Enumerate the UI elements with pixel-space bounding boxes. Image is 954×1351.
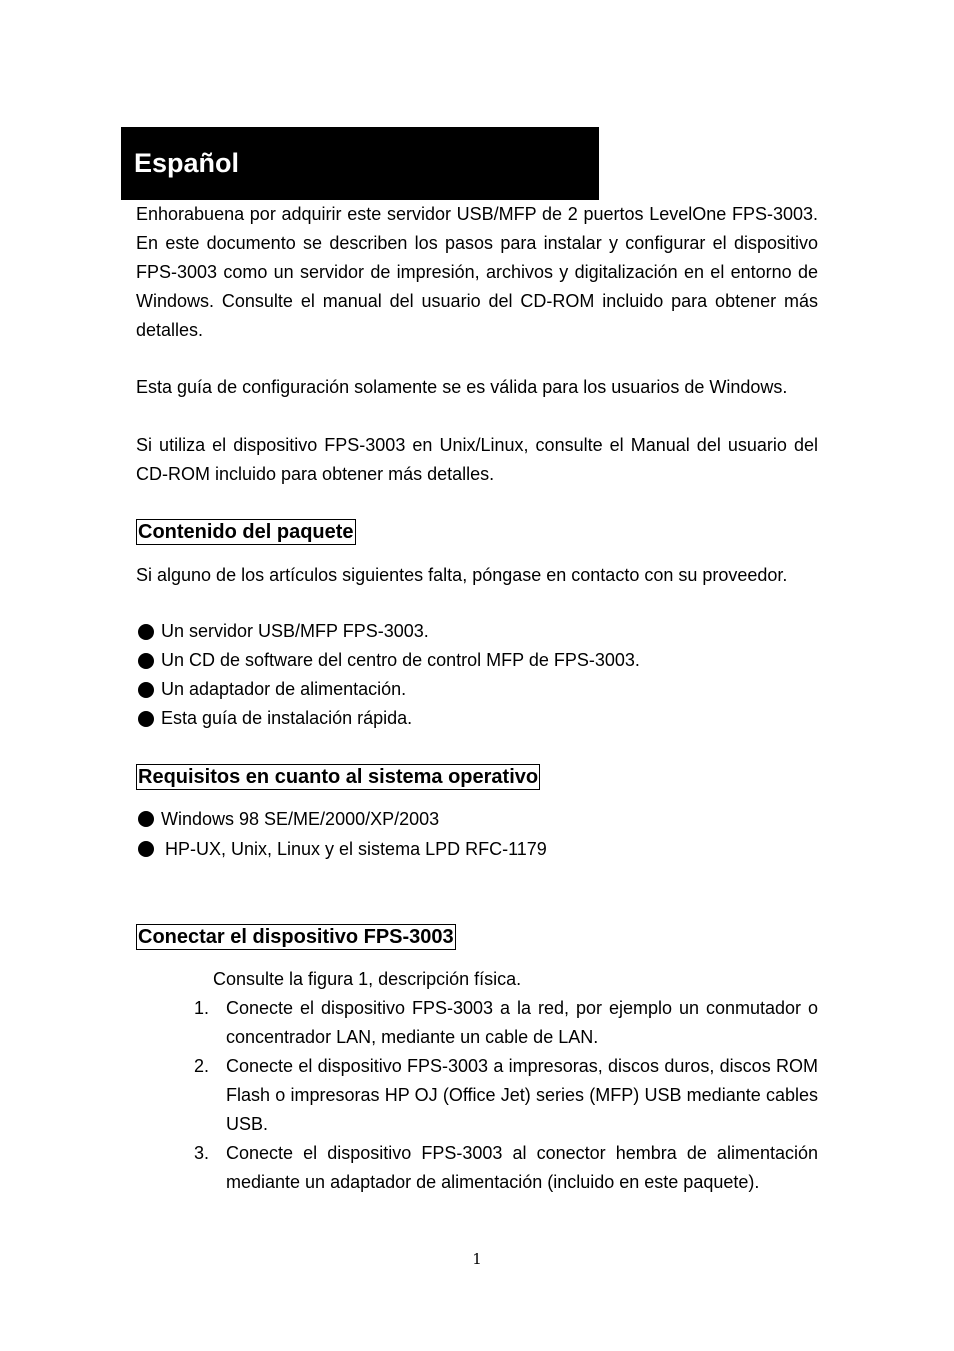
- bullet-icon: [138, 653, 154, 669]
- list-item: Un CD de software del centro de control MFP de FPS-3003.: [136, 646, 836, 675]
- intro-paragraph: Enhorabuena por adquirir este servidor USB/MFP de 2 puertos LevelOne FPS-3003. En este documento se describen los pasos para instalar y configurar el dispositivo FPS-3003 como un servidor de impresión, archivos y digitalización en el entorno de Windows. Consulte el manual del usuario del CD-ROM incluido para obtener más detalles.: [136, 204, 818, 340]
- list-item: Un adaptador de alimentación.: [136, 675, 836, 704]
- step-text: Conecte el dispositivo FPS-3003 a la red, por ejemplo un conmutador o concentrador LAN, mediante un cable de LAN.: [226, 998, 818, 1047]
- os-requirements-list: [136, 804, 836, 864]
- bullet-icon: [138, 682, 154, 698]
- list-item: Un servidor USB/MFP FPS-3003.: [136, 617, 836, 646]
- step-number: 2.: [194, 1056, 210, 1076]
- bullet-icon: [138, 811, 154, 827]
- step-number: 1.: [194, 998, 210, 1018]
- language-title-bar: [121, 127, 599, 200]
- list-item: Esta guía de instalación rápida.: [136, 704, 836, 733]
- package-contents-list: [136, 617, 836, 733]
- bullet-icon: [138, 624, 154, 640]
- bullet-icon: [138, 711, 154, 727]
- package-contents-text: Si alguno de los artículos siguientes falta, póngase en contacto con su proveedor.: [136, 565, 788, 585]
- windows-only-note: Esta guía de configuración solamente se es válida para los usuarios de Windows.: [136, 377, 788, 397]
- list-item: Windows 98 SE/ME/2000/XP/2003: [136, 804, 836, 834]
- step-text: Conecte el dispositivo FPS-3003 a impresoras, discos duros, discos ROM Flash o impresoras HP OJ (Office Jet) series (MFP) USB mediante cables USB.: [226, 1056, 818, 1134]
- connect-device-heading: Conectar el dispositivo FPS-3003: [138, 926, 454, 948]
- list-item: HP-UX, Unix, Linux y el sistema LPD RFC-1179: [136, 834, 836, 864]
- bullet-icon: [138, 841, 154, 857]
- step-item: [194, 994, 818, 1052]
- unix-linux-note: Si utiliza el dispositivo FPS-3003 en Unix/Linux, consulte el Manual del usuario del CD-ROM incluido para obtener más detalles.: [136, 435, 818, 484]
- step-item: [194, 1052, 818, 1139]
- page-number: 1: [472, 1250, 482, 1268]
- step-text: Conecte el dispositivo FPS-3003 al conector hembra de alimentación mediante un adaptador de alimentación (incluido en este paquete).: [226, 1143, 818, 1192]
- page-title: Español: [134, 148, 240, 178]
- package-contents-heading: Contenido del paquete: [138, 521, 354, 543]
- connection-steps: [194, 994, 818, 1197]
- os-requirements-heading: Requisitos en cuanto al sistema operativo: [138, 766, 539, 788]
- step-item: [194, 1139, 818, 1197]
- figure-reference: Consulte la figura 1, descripción física.: [213, 969, 522, 989]
- step-number: 3.: [194, 1143, 210, 1163]
